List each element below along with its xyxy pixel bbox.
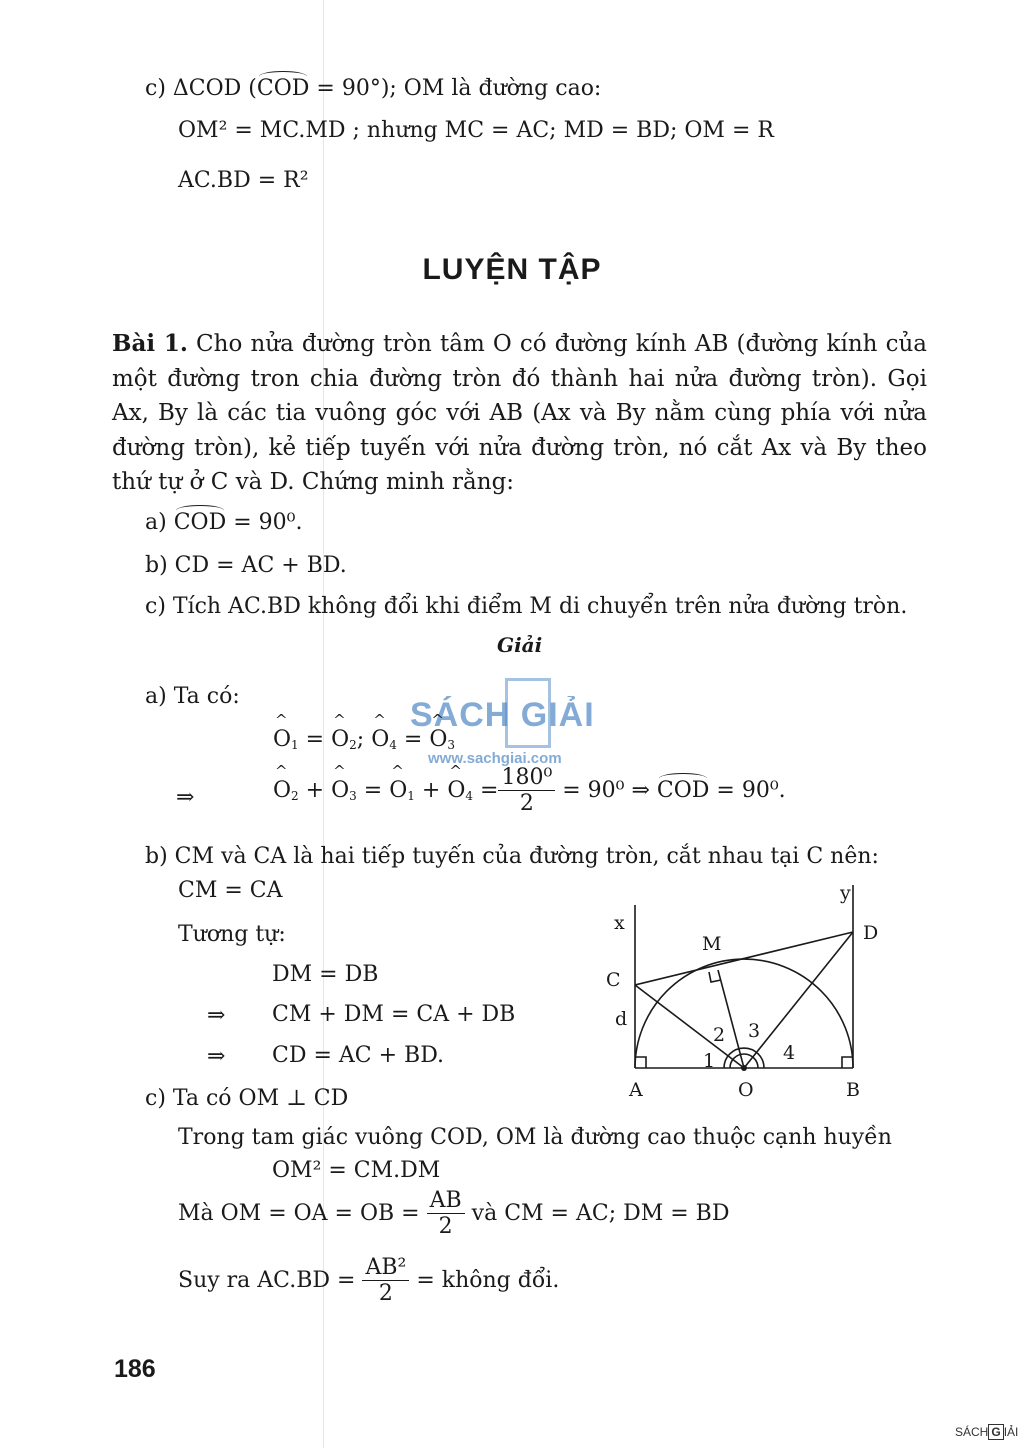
problem-text: Cho nửa đường tròn tâm O có đường kính AB (đường kính của một đường tron chia đường tròn đó thành hai nửa đường tròn). Gọi Ax, By là các tia vuông góc với AB (Ax và By nằm cùng phía với nửa đường tròn), kẻ tiếp tuyến với nửa đường tròn, nó cắt Ax và By theo thứ tự ở C và D. Chứng minh rằng: [112,331,927,495]
right-angle-a [635,1057,646,1068]
fraction-ab-2: $\frac{AB}{2}$ [427,1188,465,1240]
fraction-ab2-2: $\frac{\text{AB²}}{2}$ [362,1255,409,1307]
angle-o1: ^ O [273,729,291,751]
angle-o3: ^ O [429,729,447,751]
solution-b-line6: CD = AC + BD. [272,1043,445,1068]
geometry-figure [600,875,885,1105]
angle-o4: ^ O [447,780,465,802]
implies-arrow: ⇒ [176,785,195,810]
label-c: C [606,969,621,991]
label-angle-2: 2 [713,1024,726,1046]
solution-b-line2: CM = CA [178,878,283,903]
fraction-180-2: $\frac{\text{180⁰}}{2}$ [498,765,555,817]
angle-o3: ^ O [331,780,349,802]
angle-o1: ^ O [389,780,407,802]
watermark-url: www.sachgiai.com [428,750,562,767]
top-line-2: OM² = MC.MD ; nhưng MC = AC; MD = BD; OM = R [178,118,774,143]
solution-b-line4: DM = DB [272,962,379,987]
item-label: a) [145,510,167,535]
tangent-cd [635,932,853,985]
center-point-o [741,1065,747,1071]
section-title: LUYỆN TẬP [422,253,602,286]
solution-a-intro: a) Ta có: [145,684,240,709]
problem-a [145,512,302,534]
triangle-text: ΔCOD ( [172,76,257,101]
right-angle-b [842,1057,853,1068]
label-angle-4: 4 [783,1042,796,1064]
top-line-c [145,78,601,100]
solution-a-line2: ^ $O_2$ + ^ $O_3$ = ^ $O_1$ + ^ $O_4$ = $\frac{\text{180⁰}}{2}$ = 90⁰ ⇒ COD = 90⁰. [273,765,786,817]
problem-b: b) CD = AC + BD. [145,553,347,578]
angle-o2: ^ O [273,780,291,802]
problem-label: Bài 1. [112,330,188,357]
implies-arrow: ⇒ [207,1003,226,1028]
page-number: 186 [114,1355,156,1383]
label-y: y [840,882,851,904]
label-angle-3: 3 [748,1020,761,1042]
solution-c-line3: OM² = CM.DM [272,1158,441,1183]
angle-eq: = 90°); OM là đường cao: [309,76,602,101]
angle-o4: ^ O [371,729,389,751]
problem-c: c) Tích AC.BD không đổi khi điểm M di chuyển trên nửa đường tròn. [145,594,908,619]
angle-cod: COD [173,510,227,535]
solution-heading: Giải [497,633,543,657]
angle-o2: ^ O [331,729,349,751]
angle-cod: COD [656,777,710,803]
watermark-brand: SÁCH GIẢI [410,696,595,734]
problem-statement [112,327,927,500]
solution-c-line1: c) Ta có OM ⊥ CD [145,1086,349,1111]
solution-b-line5: CM + DM = CA + DB [272,1002,516,1027]
label-o: O [738,1079,754,1101]
label-d-point: D [863,922,879,944]
angle-cod: COD [256,76,310,101]
label-angle-1: 1 [703,1050,716,1072]
solution-b-line1: b) CM và CA là hai tiếp tuyến của đường tròn, cắt nhau tại C nên: [145,844,879,869]
label-a: A [629,1079,643,1101]
implies-arrow: ⇒ [207,1044,226,1069]
segment-od [744,932,853,1068]
label-b: B [846,1079,860,1101]
label-d-line: d [615,1008,628,1030]
solution-a-line1: ^ $O_1$ = ^ $O_2$; ^ $O_4$ = ^ $O_3$ [273,729,455,751]
label-m: M [702,933,722,955]
semicircle [635,959,853,1068]
corner-brand: SÁCH G IẢI [955,1425,1019,1439]
solution-c-line4: Mà OM = OA = OB = $\frac{AB}{2}$ và CM = AC; DM = BD [178,1188,730,1240]
item-label: c) [145,76,166,101]
solution-c-line2: Trong tam giác vuông COD, OM là đường cao thuộc cạnh huyền [178,1125,892,1150]
solution-b-line3: Tương tự: [178,922,286,947]
top-line-3: AC.BD = R² [178,168,309,193]
label-x: x [614,912,625,934]
solution-c-line5: Suy ra AC.BD = $\frac{\text{AB²}}{2}$ = không đổi. [178,1255,560,1307]
angle-eq: = 90⁰. [226,510,303,535]
